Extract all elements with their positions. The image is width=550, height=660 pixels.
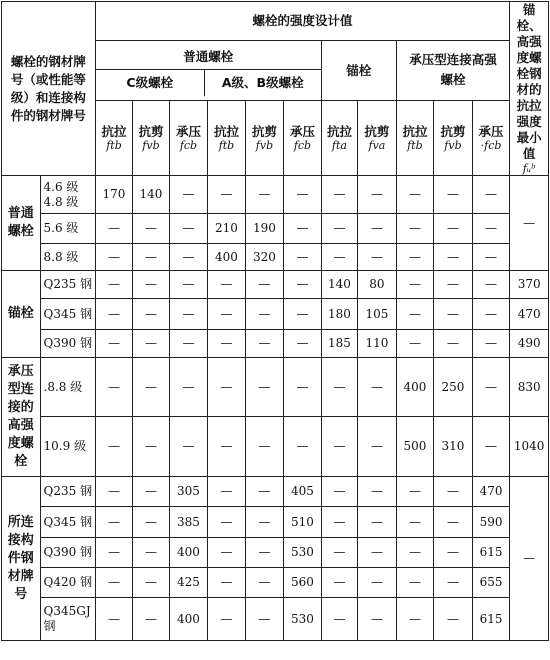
value-cell: — (133, 538, 169, 568)
column-label: 抗剪 (364, 123, 390, 139)
value-cell: — (358, 417, 397, 477)
value-cell: 400 (169, 538, 208, 568)
value-cell: — (434, 598, 473, 641)
design-value-header: 螺栓的强度设计值 (95, 2, 510, 41)
value-cell: — (208, 598, 245, 641)
column-label: 抗拉 (101, 123, 127, 139)
value-cell: — (169, 358, 208, 417)
value-cell: 80 (358, 271, 397, 299)
value-cell: 400 (208, 244, 245, 271)
value-cell: — (133, 299, 169, 330)
group-label: 普通螺栓 (2, 176, 41, 271)
column-label: 抗拉 (326, 123, 352, 139)
value-cell: — (284, 271, 321, 299)
value-cell: — (284, 244, 321, 271)
column-header (169, 100, 208, 175)
value-cell: — (245, 598, 284, 641)
value-cell: — (321, 176, 357, 214)
column-symbol: fvb (142, 138, 160, 152)
column-symbol: ·fcb (480, 138, 502, 152)
column-label: 抗剪 (138, 123, 164, 139)
row-label: Q390 钢 (40, 538, 95, 568)
value-cell: 425 (169, 568, 208, 598)
value-cell: — (169, 214, 208, 244)
value-cell: — (472, 244, 510, 271)
value-cell: — (245, 538, 284, 568)
value-cell: — (321, 477, 357, 507)
column-label: 承压 (175, 123, 201, 139)
value-cell: — (133, 358, 169, 417)
value-cell: — (208, 507, 245, 538)
group-label: 承压型连接的高强度螺栓 (2, 358, 41, 477)
value-cell: — (321, 507, 357, 538)
value-cell: — (321, 244, 357, 271)
value-cell: — (434, 477, 473, 507)
table-row (2, 244, 549, 271)
min-strength-cell: 490 (510, 330, 549, 358)
table-row (2, 214, 549, 244)
value-cell: — (95, 507, 132, 538)
table-row (2, 358, 549, 417)
value-cell: — (396, 271, 433, 299)
value-cell: — (245, 568, 284, 598)
value-cell: — (472, 271, 510, 299)
value-cell: — (321, 598, 357, 641)
column-header (133, 100, 169, 175)
table-body (2, 2, 549, 641)
value-cell: — (133, 244, 169, 271)
value-cell: — (208, 417, 245, 477)
value-cell: — (358, 568, 397, 598)
min-strength-label: 锚栓、高强度螺栓钢材的抗拉强度最小值 (516, 2, 542, 161)
value-cell: — (284, 299, 321, 330)
value-cell: 530 (284, 598, 321, 641)
value-cell: 470 (472, 477, 510, 507)
value-cell: — (396, 568, 433, 598)
value-cell: — (133, 507, 169, 538)
value-cell: 105 (358, 299, 397, 330)
column-label: 抗剪 (251, 123, 277, 139)
value-cell: — (133, 477, 169, 507)
value-cell: — (208, 477, 245, 507)
value-cell: — (245, 507, 284, 538)
value-cell: — (95, 214, 132, 244)
value-cell: — (434, 271, 473, 299)
column-label: 承压 (478, 123, 504, 139)
row-label: Q235 钢 (40, 477, 95, 507)
value-cell: — (358, 358, 397, 417)
value-cell: — (472, 330, 510, 358)
value-cell: — (95, 271, 132, 299)
column-symbol: ftb (106, 138, 122, 152)
value-cell: — (245, 358, 284, 417)
ordinary-bolt-label: 普通螺栓 (96, 44, 321, 70)
min-strength-cell: — (510, 176, 549, 271)
value-cell: 320 (245, 244, 284, 271)
corner-header: 螺栓的钢材牌号（或性能等级）和连接构件的钢材牌号 (2, 2, 96, 176)
value-cell: — (133, 214, 169, 244)
value-cell: — (434, 214, 473, 244)
value-cell: — (434, 538, 473, 568)
c-grade-label: C级螺栓 (96, 70, 205, 96)
row-label: 8.8 级 (40, 244, 95, 271)
value-cell: — (245, 271, 284, 299)
value-cell: — (321, 214, 357, 244)
value-cell: — (133, 271, 169, 299)
value-cell: 655 (472, 568, 510, 598)
value-cell: — (133, 330, 169, 358)
row-label: 4.6 级 4.8 级 (40, 176, 95, 214)
min-strength-header (510, 2, 549, 176)
bolt-strength-table (1, 1, 549, 641)
ordinary-bolt-header (95, 40, 321, 100)
min-strength-cell: — (510, 477, 549, 641)
value-cell: — (169, 176, 208, 214)
value-cell: 110 (358, 330, 397, 358)
value-cell: 560 (284, 568, 321, 598)
value-cell: — (208, 299, 245, 330)
value-cell: — (95, 598, 132, 641)
value-cell: — (434, 244, 473, 271)
min-strength-symbol: fᵤᵇ (522, 162, 536, 175)
value-cell: — (133, 417, 169, 477)
value-cell: — (245, 330, 284, 358)
value-cell: — (321, 538, 357, 568)
value-cell: 250 (434, 358, 473, 417)
value-cell: — (169, 330, 208, 358)
value-cell: — (358, 176, 397, 214)
column-header (472, 100, 510, 175)
column-header (434, 100, 473, 175)
value-cell: — (208, 538, 245, 568)
value-cell: — (396, 330, 433, 358)
value-cell: 170 (95, 176, 132, 214)
anchor-header: 锚栓 (321, 40, 396, 100)
value-cell: — (95, 244, 132, 271)
value-cell: — (284, 214, 321, 244)
value-cell: — (358, 538, 397, 568)
value-cell: 530 (284, 538, 321, 568)
value-cell: — (208, 330, 245, 358)
value-cell: — (245, 417, 284, 477)
value-cell: — (95, 358, 132, 417)
row-label: Q345GJ 钢 (40, 598, 95, 641)
value-cell: — (169, 244, 208, 271)
value-cell: — (434, 330, 473, 358)
value-cell: — (169, 299, 208, 330)
table-row (2, 299, 549, 330)
value-cell: — (321, 568, 357, 598)
value-cell: — (396, 214, 433, 244)
value-cell: — (358, 244, 397, 271)
value-cell: 385 (169, 507, 208, 538)
value-cell: — (95, 568, 132, 598)
min-strength-cell: 470 (510, 299, 549, 330)
value-cell: — (133, 568, 169, 598)
value-cell: — (284, 358, 321, 417)
value-cell: — (396, 176, 433, 214)
column-symbol: fcb (293, 138, 312, 152)
value-cell: — (396, 507, 433, 538)
column-header (321, 100, 357, 175)
value-cell: — (95, 299, 132, 330)
column-label: 抗拉 (213, 123, 239, 139)
min-strength-cell: 830 (510, 358, 549, 417)
value-cell: — (472, 176, 510, 214)
value-cell: — (208, 358, 245, 417)
group-label: 锚栓 (2, 271, 41, 358)
value-cell: 500 (396, 417, 433, 477)
value-cell: — (358, 598, 397, 641)
column-symbol: fvb (444, 138, 462, 152)
value-cell: 140 (133, 176, 169, 214)
table-row (2, 507, 549, 538)
value-cell: — (472, 358, 510, 417)
min-strength-cell: 1040 (510, 417, 549, 477)
value-cell: — (245, 176, 284, 214)
value-cell: — (396, 477, 433, 507)
column-header (245, 100, 284, 175)
column-header (95, 100, 132, 175)
value-cell: 305 (169, 477, 208, 507)
column-symbol: fva (368, 138, 386, 152)
column-header (396, 100, 433, 175)
value-cell: — (95, 417, 132, 477)
group-label: 所连接构件钢材牌号 (2, 477, 41, 641)
row-label: 10.9 级 (40, 417, 95, 477)
ab-grade-label: A级、B级螺栓 (221, 75, 304, 91)
value-cell: 185 (321, 330, 357, 358)
value-cell: 615 (472, 538, 510, 568)
value-cell: — (472, 299, 510, 330)
value-cell: — (208, 176, 245, 214)
value-cell: — (434, 176, 473, 214)
row-label: Q345 钢 (40, 507, 95, 538)
value-cell: — (472, 417, 510, 477)
value-cell: — (321, 358, 357, 417)
row-label: Q235 钢 (40, 271, 95, 299)
value-cell: 210 (208, 214, 245, 244)
value-cell: — (133, 598, 169, 641)
value-cell: 615 (472, 598, 510, 641)
value-cell: — (245, 299, 284, 330)
value-cell: — (434, 299, 473, 330)
value-cell: 590 (472, 507, 510, 538)
value-cell: — (396, 538, 433, 568)
value-cell: — (95, 538, 132, 568)
column-header (358, 100, 397, 175)
table-row (2, 538, 549, 568)
value-cell: 400 (396, 358, 433, 417)
value-cell: — (208, 568, 245, 598)
column-symbol: fcb (179, 138, 198, 152)
value-cell: 180 (321, 299, 357, 330)
column-symbol: ftb (407, 138, 423, 152)
value-cell: 140 (321, 271, 357, 299)
value-cell: — (434, 568, 473, 598)
value-cell: — (396, 244, 433, 271)
column-symbol: ftb (218, 138, 235, 152)
column-header (284, 100, 321, 175)
column-label: 承压 (289, 123, 315, 139)
value-cell: — (358, 507, 397, 538)
table-row (2, 417, 549, 477)
value-cell: — (169, 271, 208, 299)
row-label: 5.6 级 (40, 214, 95, 244)
row-label: Q345 钢 (40, 299, 95, 330)
table-row (2, 271, 549, 299)
value-cell: — (434, 507, 473, 538)
table-row (2, 477, 549, 507)
value-cell: — (284, 176, 321, 214)
table-row (2, 598, 549, 641)
value-cell: 310 (434, 417, 473, 477)
value-cell: — (284, 417, 321, 477)
value-cell: 190 (245, 214, 284, 244)
row-label: Q420 钢 (40, 568, 95, 598)
column-label: 抗剪 (440, 123, 466, 139)
value-cell: — (95, 477, 132, 507)
column-symbol: fta (331, 138, 347, 152)
value-cell: — (208, 271, 245, 299)
value-cell: — (396, 598, 433, 641)
min-strength-cell: 370 (510, 271, 549, 299)
value-cell: — (169, 417, 208, 477)
row-label: Q390 钢 (40, 330, 95, 358)
value-cell: — (321, 417, 357, 477)
table-row (2, 176, 549, 214)
value-cell: — (245, 477, 284, 507)
value-cell: — (358, 214, 397, 244)
table-row (2, 330, 549, 358)
value-cell: — (472, 214, 510, 244)
column-symbol: fvb (255, 138, 274, 152)
value-cell: 405 (284, 477, 321, 507)
value-cell: 400 (169, 598, 208, 641)
value-cell: — (358, 477, 397, 507)
bearing-hs-header: 承压型连接高强螺栓 (396, 40, 510, 100)
value-cell: — (396, 299, 433, 330)
value-cell: — (284, 330, 321, 358)
value-cell: — (95, 330, 132, 358)
column-header (208, 100, 245, 175)
value-cell: 510 (284, 507, 321, 538)
column-label: 抗拉 (402, 123, 428, 139)
row-label: .8.8 级 (40, 358, 95, 417)
table-row (2, 568, 549, 598)
